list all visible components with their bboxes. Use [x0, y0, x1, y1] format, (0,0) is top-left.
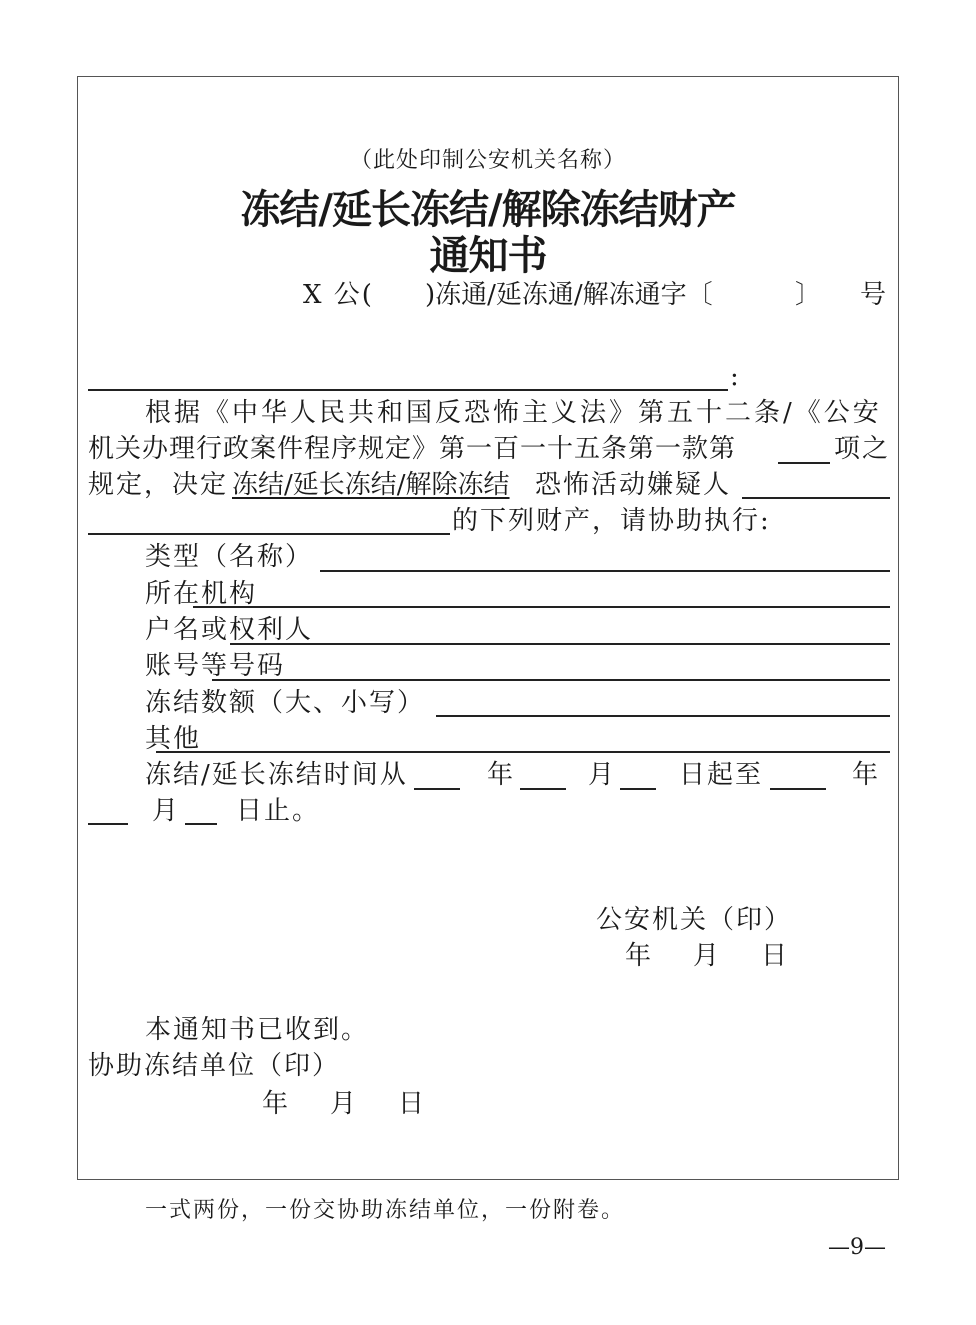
from-day-blank [620, 788, 656, 790]
body-line-3-end: 恐怖活动嫌疑人 [535, 470, 732, 500]
action-choice: 冻结/延长冻结/解除冻结 [232, 470, 510, 500]
body-line-2-end: 项之 [834, 434, 891, 464]
page-number: —9— [828, 1235, 886, 1260]
document-title: 冻结/延长冻结/解除冻结财产 [240, 186, 736, 233]
issuer-date: 年 月 日 [625, 941, 796, 971]
to-year-blank [770, 788, 826, 790]
day-end-label: 日止。 [236, 796, 321, 826]
suspect-name-blank-2 [88, 533, 450, 535]
period-from-label: 冻结/延长冻结时间从 [145, 760, 408, 790]
doc-number-prefix: X 公( [303, 280, 374, 310]
field-other-label: 其他 [145, 724, 202, 754]
field-institution-label: 所在机构 [145, 579, 258, 609]
field-account-holder-label: 户名或权利人 [145, 615, 314, 645]
year-label: 年 [487, 760, 516, 790]
field-other-blank [156, 751, 890, 753]
receipt-date: 年 月 日 [262, 1089, 433, 1119]
agency-name-placeholder: （此处印制公安机关名称） [349, 148, 626, 173]
addressee-blank [88, 389, 728, 391]
addressee-colon: : [730, 362, 741, 392]
document-subtitle: 通知书 [429, 232, 547, 279]
body-line-1: 根据《中华人民共和国反恐怖主义法》第五十二条/《公安 [145, 398, 882, 428]
field-account-number-label: 账号等号码 [145, 651, 286, 681]
copies-note: 一式两份，一份交协助冻结单位，一份附卷。 [145, 1198, 626, 1223]
field-type-blank [320, 570, 890, 572]
field-amount-label: 冻结数额（大、小写） [145, 688, 426, 718]
to-day-blank [185, 823, 217, 825]
body-line-2: 机关办理行政案件程序规定》第一百一十五条第一款第 [88, 434, 737, 464]
month-label-2: 月 [152, 796, 181, 826]
assisting-unit-seal-label: 协助冻结单位（印） [88, 1051, 341, 1081]
issuer-seal-label: 公安机关（印） [596, 905, 793, 935]
doc-number-bracket-close: 〕 [795, 280, 824, 310]
doc-number-suffix: 号 [860, 280, 889, 310]
field-type-label: 类型（名称） [145, 542, 314, 572]
field-amount-blank [436, 715, 890, 717]
suspect-name-blank [742, 497, 890, 499]
from-month-blank [520, 788, 566, 790]
to-month-blank [88, 823, 128, 825]
body-line-3-start: 规定，决定 [88, 470, 229, 500]
field-account-number-blank [212, 679, 890, 681]
year-label-2: 年 [852, 760, 881, 790]
clause-item-blank [778, 462, 830, 464]
from-year-blank [414, 788, 460, 790]
month-label: 月 [588, 760, 617, 790]
field-institution-blank [193, 606, 890, 608]
day-from-label: 日起至 [679, 760, 764, 790]
doc-number-middle: )冻通/延冻通/解冻通字〔 [425, 280, 713, 310]
field-account-holder-blank [230, 643, 890, 645]
body-line-4: 的下列财产，请协助执行: [452, 506, 771, 536]
receipt-confirmation: 本通知书已收到。 [145, 1015, 370, 1045]
